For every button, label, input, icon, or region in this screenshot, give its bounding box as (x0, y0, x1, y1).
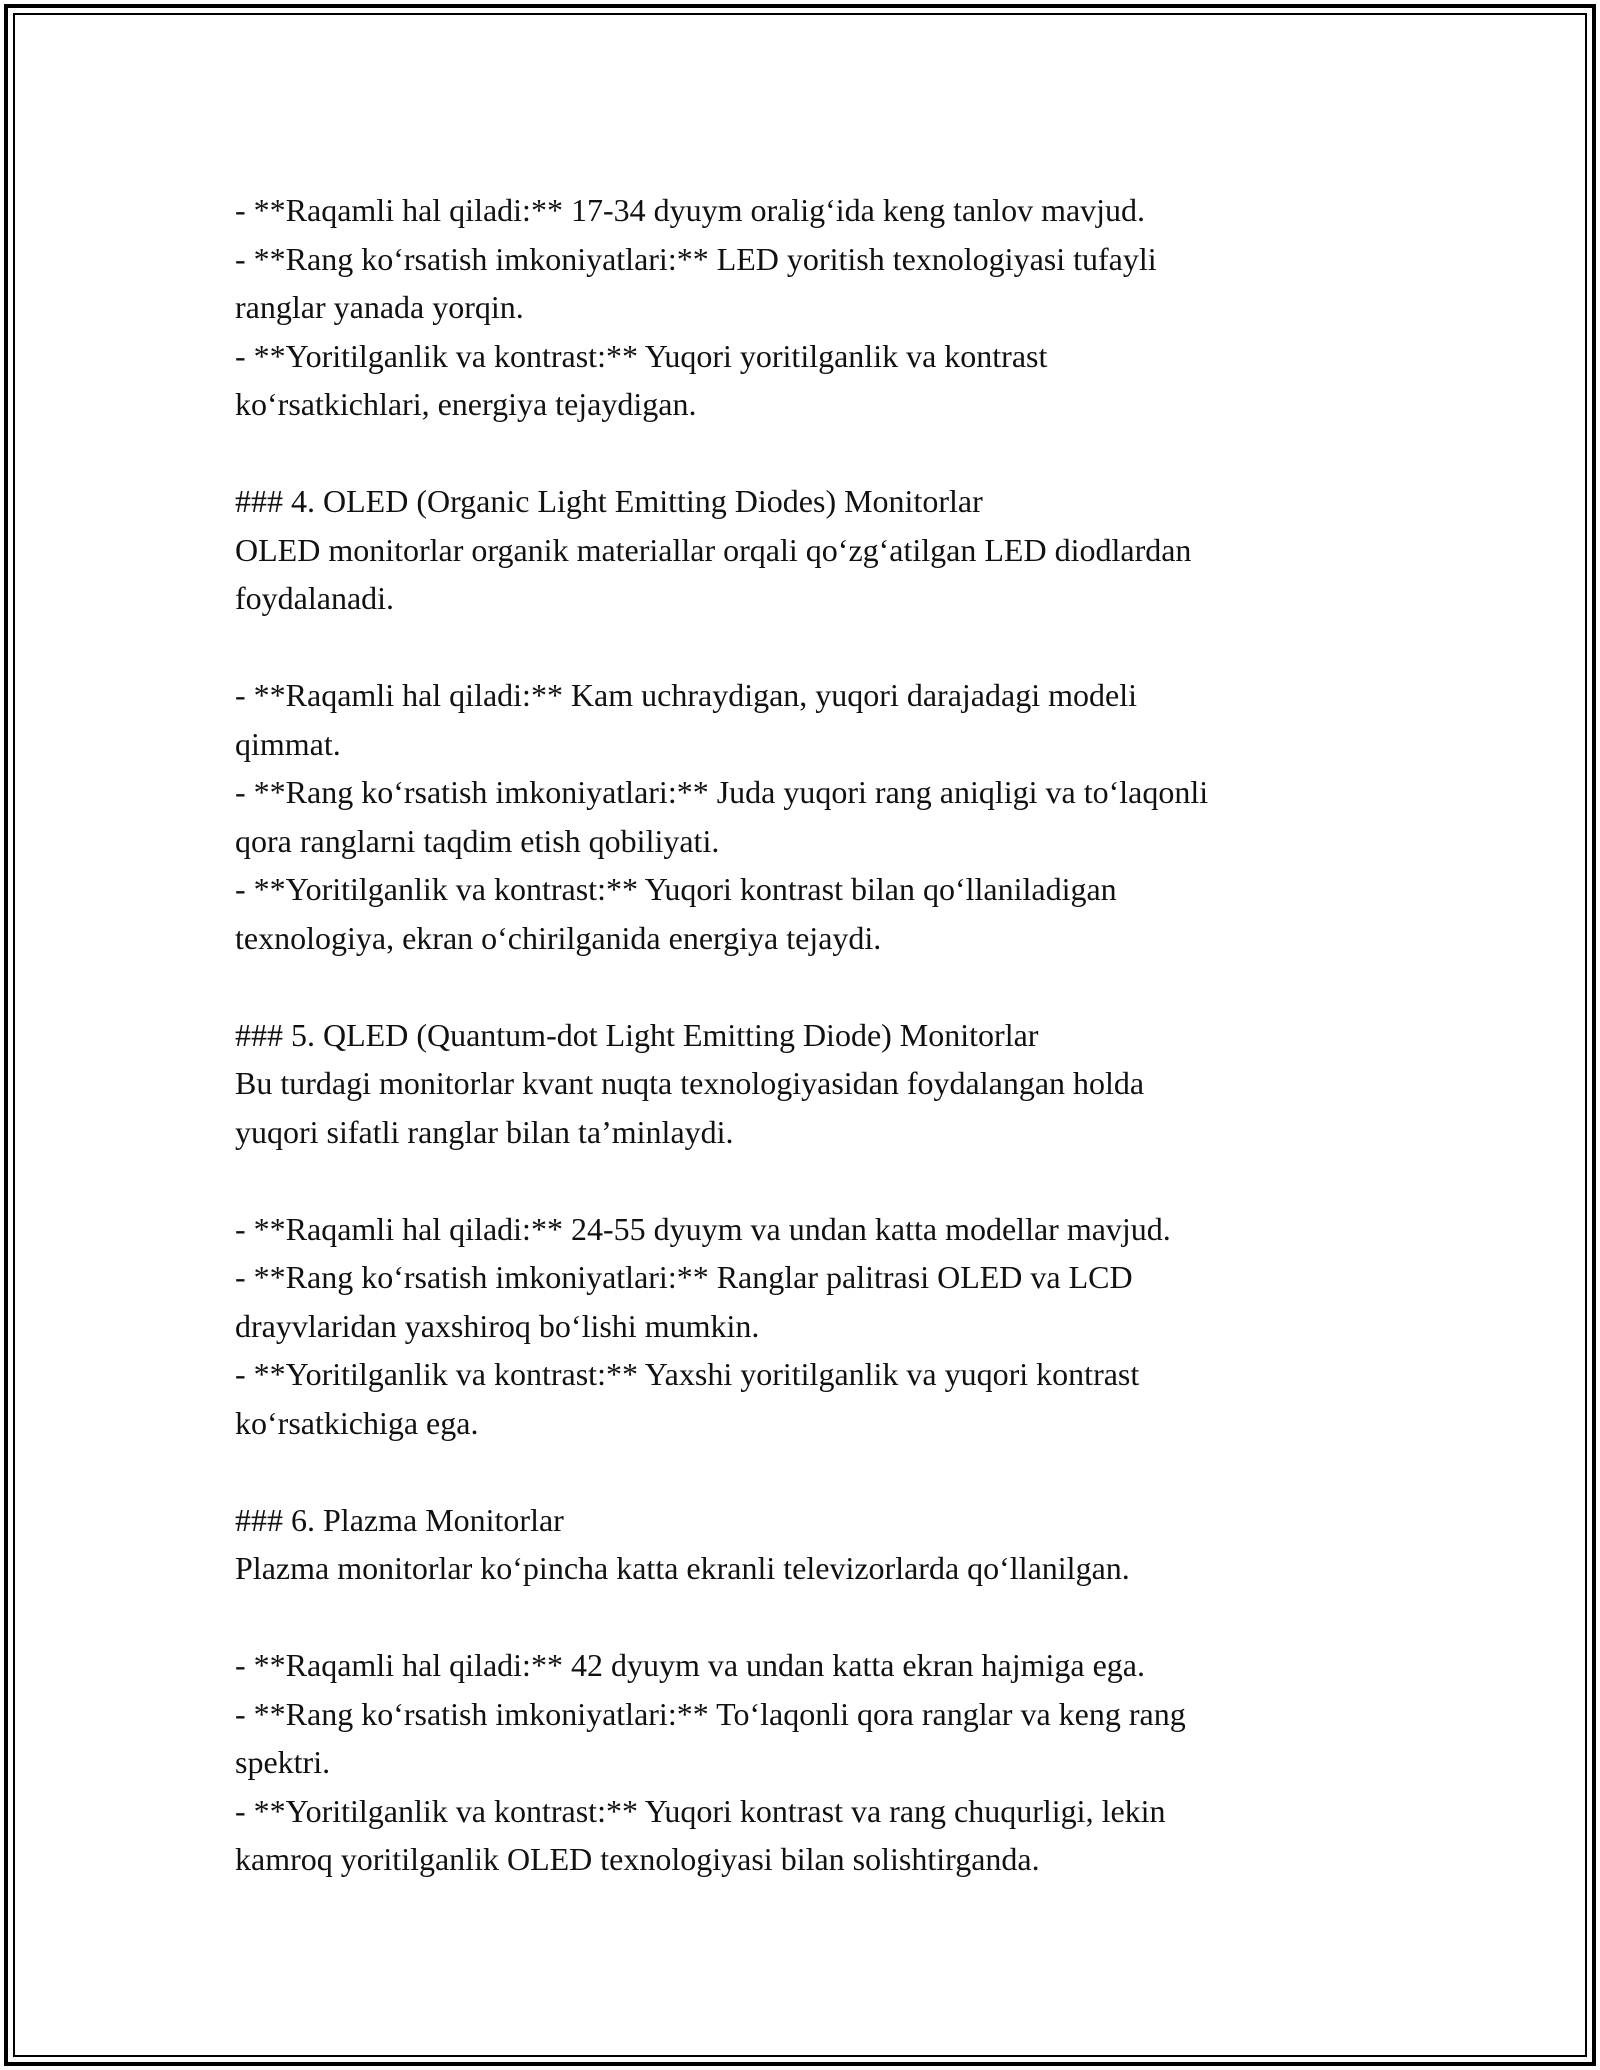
paragraph-line: Plazma monitorlar ko‘pincha katta ekranli televizorlarda qo‘llanilgan. (235, 1550, 1130, 1586)
bullet-line: - **Raqamli hal qiladi:** Kam uchraydigan, yuqori darajadagi modeli (235, 677, 1137, 713)
blank-line (235, 962, 1365, 1011)
blank-line (235, 1447, 1365, 1496)
paragraph-line: yuqori sifatli ranglar bilan ta’minlaydi. (235, 1113, 734, 1150)
text-line: drayvlaridan yaxshiroq bo‘lishi mumkin. (235, 1307, 760, 1344)
paragraph-line: OLED monitorlar organik materiallar orqali qo‘zg‘atilgan LED diodlardan (235, 531, 1192, 568)
blank-line (235, 1156, 1365, 1205)
bullet-line: - **Raqamli hal qiladi:** 17-34 dyuym oralig‘ida keng tanlov mavjud. (235, 192, 1146, 228)
bullet-line: - **Yoritilganlik va kontrast:** Yuqori yoritilganlik va kontrast (235, 337, 1048, 374)
text-line: qora ranglarni taqdim etish qobiliyati. (235, 822, 720, 859)
section-heading: ### 6. Plazma Monitorlar (235, 1501, 564, 1538)
blank-line (235, 429, 1365, 478)
text-line: spektri. (235, 1744, 331, 1780)
text-line: ko‘rsatkichlari, energiya tejaydigan. (235, 386, 697, 422)
text-line: qimmat. (235, 725, 341, 762)
blank-line (235, 623, 1365, 672)
text-line: texnologiya, ekran o‘chirilganida energiya tejaydi. (235, 919, 882, 956)
bullet-line: - **Rang ko‘rsatish imkoniyatlari:** LED yoritish texnologiyasi tufayli (235, 240, 1157, 277)
bullet-line: - **Rang ko‘rsatish imkoniyatlari:** Ranglar palitrasi OLED va LCD (235, 1259, 1133, 1295)
text-line: ko‘rsatkichiga ega. (235, 1404, 479, 1441)
bullet-line: - **Rang ko‘rsatish imkoniyatlari:** Juda yuqori rang aniqligi va to‘laqonli (235, 774, 1209, 810)
bullet-line: - **Raqamli hal qiladi:** 24-55 dyuym va undan katta modellar mavjud. (235, 1210, 1171, 1247)
blank-line (235, 1593, 1365, 1642)
paragraph-line: foydalanadi. (235, 580, 395, 616)
section-heading: ### 5. QLED (Quantum-dot Light Emitting Diode) Monitorlar (235, 1016, 1039, 1053)
bullet-line: - **Yoritilganlik va kontrast:** Yuqori kontrast va rang chuqurligi, lekin (235, 1792, 1166, 1829)
bullet-line: - **Raqamli hal qiladi:** 42 dyuym va undan katta ekran hajmiga ega. (235, 1647, 1145, 1683)
text-line: ranglar yanada yorqin. (235, 289, 524, 325)
bullet-line: - **Rang ko‘rsatish imkoniyatlari:** To‘laqonli qora ranglar va keng rang (235, 1695, 1186, 1732)
paragraph-line: Bu turdagi monitorlar kvant nuqta texnologiyasidan foydalangan holda (235, 1065, 1145, 1101)
bullet-line: - **Yoritilganlik va kontrast:** Yuqori kontrast bilan qo‘llaniladigan (235, 871, 1117, 907)
section-heading: ### 4. OLED (Organic Light Emitting Diodes) Monitorlar (235, 483, 983, 519)
document-body (235, 186, 1365, 1884)
text-line: kamroq yoritilganlik OLED texnologiyasi bilan solishtirganda. (235, 1841, 1040, 1877)
bullet-line: - **Yoritilganlik va kontrast:** Yaxshi yoritilganlik va yuqori kontrast (235, 1356, 1140, 1392)
